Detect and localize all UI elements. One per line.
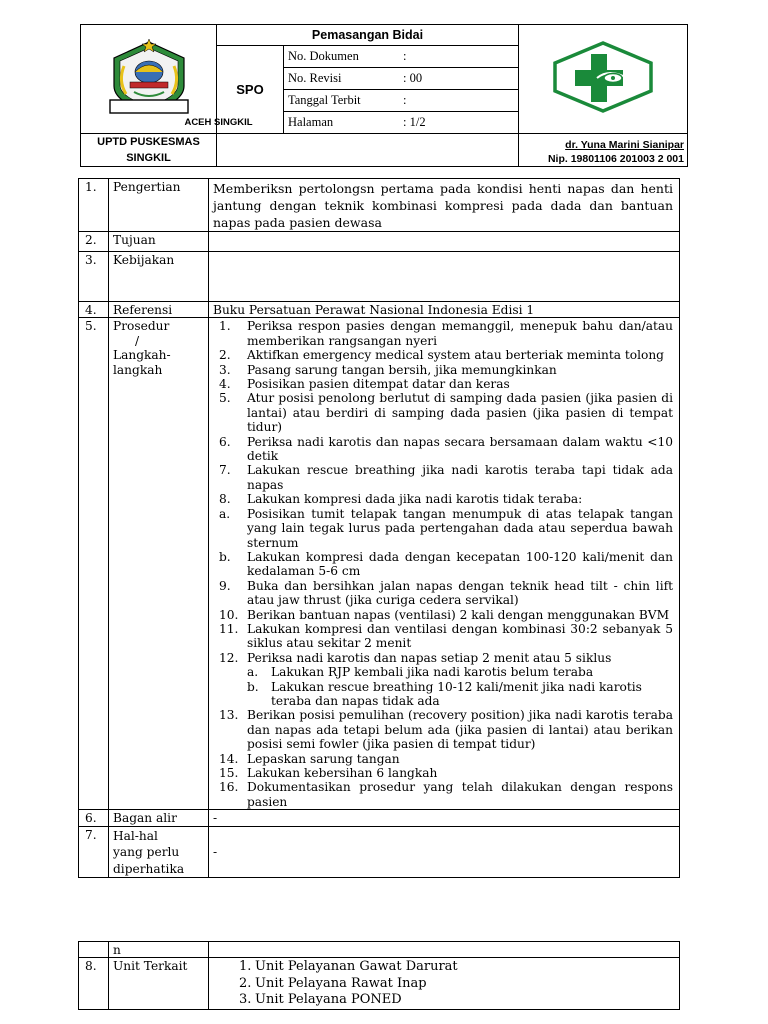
row-tujuan: 2. Tujuan	[79, 232, 680, 252]
meta-row-revisi: No. Revisi : 00	[284, 68, 519, 90]
meta-row-tanggal: Tanggal Terbit :	[284, 90, 519, 112]
logo-banner-text: ACEH SINGKIL	[184, 116, 253, 128]
step-item: 16. Dokumentasikan prosedur yang telah dilakukan dengan respons pasien	[219, 780, 673, 809]
step-item: 1. Periksa respon pasies dengan memanggil, menepuk bahu dan/atau memberikan rangsangan nyeri	[219, 319, 673, 348]
procedure-table-continued	[78, 941, 680, 1010]
step-item: 11. Lakukan kompresi dan ventilasi dengan kombinasi 30:2 sebanyak 5 siklus atau sekitar 2 menit	[219, 621, 673, 651]
document-title: Pemasangan Bidai	[217, 25, 519, 46]
step-item: 14. Lepaskan sarung tangan	[219, 751, 400, 766]
row-prosedur: 5. Prosedur / Langkah- langkah 1. Periksa respon pasies dengan memanggil, menepuk bahu dan/atau memberikan rangsangan nyeri 2. Aktifkan emergency medical system atau berteriak meminta tolong 3. Pasang sarung tangan bersih, jika memungkinkan 4. Posisikan pasien ditempat datar dan keras 5. Atur posisi penolong berlutut di samping dada pasien (jika pasien di lantai) atau berdiri di samping dada pasien (jika pasien di tempat tidur) 6. Periksa nadi karotis dan napas secara bersamaan dalam waktu <10 detik 7. Lakukan rescue breathing jika nadi karotis teraba tapi tidak ada napas 8. Lakukan kompresi dada jika nadi karotis tidak teraba: a. Posisikan tumit telapak tangan menumpuk di atas telapak tangan yang lain tegak lurus pada pertengahan dada atau seperdua bawah sternum b. Lakukan kompresi dada dengan kecepatan 100-120 kali/menit dan kedalaman 5-6 cm 9. Buka dan bersihkan jalan napas dengan teknik head tilt - chin lift atau jaw thrust (jika curiga cedera servikal) 10. Berikan bantuan napas (ventilasi) 2 kali dengan menggunakan BVM 11. Lakukan kompresi dan ventilasi dengan kombinasi 30:2 sebanyak 5 siklus atau sekitar 2 menit 12. Periksa nadi karotis dan napas setiap 2 menit atau 5 siklus a. Lakukan RJP kembali jika nadi karotis belum teraba b. Lakukan rescue breathing 10-12 kali/menit jika nadi karotis teraba dan napas tidak ada 13. Berikan posisi pemulihan (recovery position) jika nadi karotis teraba dan napas ada tetapi belum ada (jika pasien di lantai) atau berikan posisi semi fowler (jika pasien di tempat tidur) 14. Lepaskan sarung tangan 15. Lakukan kebersihan 6 langkah 16. Dokumentasikan prosedur yang telah dilakukan dengan respons pasien	[79, 318, 680, 810]
unit-list	[209, 958, 680, 1010]
signer-block	[519, 134, 688, 167]
prosedur-steps	[209, 318, 680, 810]
unit-item: 1. Unit Pelayanan Gawat Darurat	[239, 959, 458, 975]
prosedur-label: Prosedur / Langkah- langkah	[109, 318, 209, 810]
row-referensi: 4. Referensi Buku Persatuan Perawat Nasional Indonesia Edisi 1	[79, 302, 680, 318]
hal-label: Hal-hal yang perlu diperhatika	[109, 826, 209, 878]
unit-item: 2. Unit Pelayana Rawat Inap	[239, 975, 427, 991]
health-logo-cell	[519, 25, 688, 134]
step-item: 13. Berikan posisi pemulihan (recovery position) jika nadi karotis teraba dan napas ada tetapi belum ada (jika pasien di lantai) atau berikan posisi semi fowler (jika pasien di tempat tidur)	[219, 708, 673, 752]
step-item: 6. Periksa nadi karotis dan napas secara bersamaan dalam waktu <10 detik	[219, 434, 673, 464]
step-item: 8. Lakukan kompresi dada jika nadi karotis tidak teraba:	[219, 492, 583, 507]
referensi-text: Buku Persatuan Perawat Nasional Indonesia Edisi 1	[209, 302, 680, 318]
step-item: 10. Berikan bantuan napas (ventilasi) 2 kali dengan menggunakan BVM	[219, 607, 670, 622]
signer-name: dr. Yuna Marini Sianipar	[565, 139, 684, 151]
row-pengertian: 1. Pengertian Memberiksn pertolongsn pertama pada kondisi henti napas dan henti jantung dengan teknik kombinasi kompresi pada dada dan bantuan napas pada pasien dewasa	[79, 179, 680, 232]
header-empty-cell	[217, 134, 519, 167]
step-item: 4. Posisikan pasien ditempat datar dan keras	[219, 377, 510, 392]
unit-item: 3. Unit Pelayana PONED	[239, 992, 402, 1008]
substep-item: b. Lakukan rescue breathing 10-12 kali/menit jika nadi karotis teraba dan napas tidak ada	[247, 679, 642, 708]
step-item: 12. Periksa nadi karotis dan napas setiap 2 menit atau 5 siklus	[219, 650, 612, 665]
aceh-singkil-logo-icon	[104, 36, 194, 118]
pengertian-text: Memberiksn pertolongsn pertama pada kondisi henti napas dan henti jantung dengan teknik kombinasi kompresi pada dada dan bantuan napas pada pasien dewasa	[209, 179, 680, 232]
row-bagan-alir: 6. Bagan alir -	[79, 810, 680, 826]
step-item: 2. Aktifkan emergency medical system atau berteriak meminta tolong	[219, 348, 664, 363]
step-item: 5. Atur posisi penolong berlutut di samping dada pasien (jika pasien di lantai) atau berdiri di samping dada pasien (jika pasien di tempat tidur)	[219, 391, 673, 435]
step-item: a. Posisikan tumit telapak tangan menumpuk di atas telapak tangan yang lain tegak lurus pada pertengahan dada atau seperdua bawah sternum	[219, 506, 673, 550]
row-hal-continued: n	[79, 942, 680, 958]
step-item: 9. Buka dan bersihkan jalan napas dengan teknik head tilt - chin lift atau jaw thrust (jika curiga cedera servikal)	[219, 578, 673, 608]
organization-name: UPTD PUSKESMAS SINGKIL	[81, 134, 217, 167]
signer-nip: Nip. 19801106 201003 2 001	[547, 153, 684, 165]
row-kebijakan: 3. Kebijakan	[79, 252, 680, 302]
health-cross-logo-icon	[551, 40, 655, 114]
row-hal-hal: 7. Hal-hal yang perlu diperhatika -	[79, 826, 680, 878]
step-item: 15. Lakukan kebersihan 6 langkah	[219, 766, 438, 780]
step-item: 7. Lakukan rescue breathing jika nadi karotis teraba tapi tidak ada napas	[219, 463, 673, 492]
meta-row-halaman: Halaman : 1/2	[284, 112, 519, 134]
meta-row-dokumen: No. Dokumen :	[284, 46, 519, 68]
step-item: 3. Pasang sarung tangan bersih, jika memungkinkan	[219, 362, 557, 377]
procedure-table	[78, 178, 680, 878]
substep-item: a. Lakukan RJP kembali jika nadi karotis belum teraba	[247, 665, 594, 680]
row-unit-terkait: 8. Unit Terkait 1. Unit Pelayanan Gawat Darurat 2. Unit Pelayana Rawat Inap 3. Unit Pelayana PONED	[79, 958, 680, 1010]
document-header	[80, 24, 688, 167]
step-item: b. Lakukan kompresi dada dengan kecepatan 100-120 kali/menit dan kedalaman 5-6 cm	[219, 549, 673, 579]
spo-label: SPO	[217, 46, 284, 134]
